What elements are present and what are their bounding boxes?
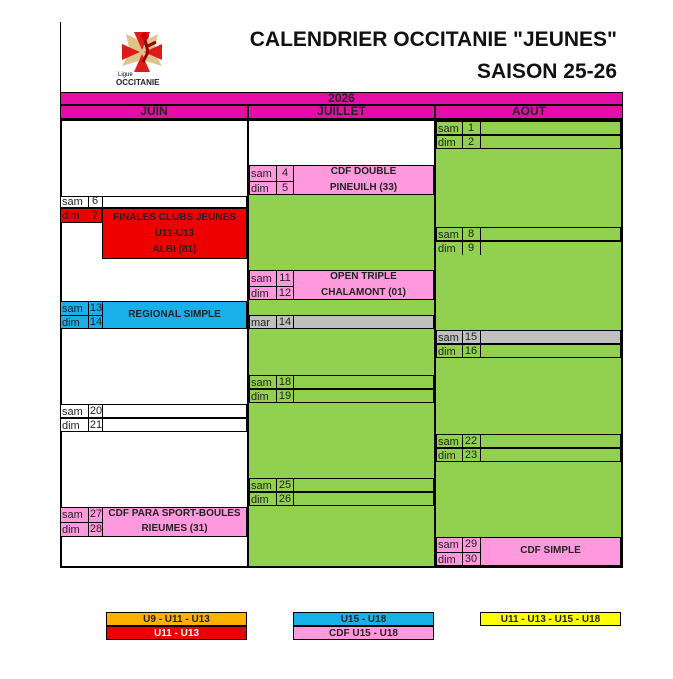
sep: [88, 196, 89, 208]
event-finales-clubs-jeunes[interactable]: [102, 208, 247, 259]
juillet-dim19-day: dim: [251, 391, 269, 403]
sep: [293, 478, 294, 506]
juin-sam13-day: sam: [62, 303, 83, 315]
juillet-sam11-day: sam: [251, 273, 272, 285]
cdf-para-line2: RIEUMES (31): [141, 523, 208, 534]
aout-sam1-day: sam: [438, 123, 459, 135]
aout-sam29-day: sam: [438, 539, 459, 551]
sep: [462, 227, 463, 255]
juillet-dim26-num: 26: [278, 493, 292, 505]
aout-dim23-num: 23: [464, 449, 478, 461]
legend-blue: U15 - U18: [293, 612, 434, 626]
aout-sam8-num: 8: [467, 228, 475, 240]
sep: [102, 196, 103, 208]
sep: [276, 165, 277, 195]
season-title: SAISON 25-26: [476, 60, 617, 83]
cdf-double-line1: CDF DOUBLE: [330, 166, 397, 177]
juillet-dim12-day: dim: [251, 288, 269, 300]
month-aout: AOUT: [435, 105, 623, 119]
juin-dim7-day: dim: [62, 210, 80, 222]
sep: [276, 375, 277, 403]
sep: [480, 121, 481, 149]
juin-sam20-day: sam: [62, 406, 83, 418]
page-title: CALENDRIER OCCITANIE "JEUNES": [249, 28, 617, 51]
left-rule: [60, 22, 61, 92]
sep: [276, 478, 277, 506]
aout-sam29-num: 29: [464, 538, 478, 550]
juillet-sam11-num: 11: [279, 272, 291, 284]
legend-yellow: U11 - U13 - U15 - U18: [480, 612, 621, 626]
juin-sam6-day: sam: [62, 196, 83, 208]
sep: [293, 375, 294, 403]
sep: [276, 270, 277, 300]
logo: [112, 28, 172, 88]
aout-sam1-num: 1: [467, 122, 475, 134]
aout-dim2-day: dim: [438, 137, 456, 149]
aout-dim2-num: 2: [467, 136, 475, 148]
aout-sam22-num: 22: [464, 435, 478, 447]
logo-text: OCCITANIE: [116, 78, 160, 87]
aout-dim9-num: 9: [467, 242, 475, 254]
juillet-mar14-day: mar: [251, 317, 270, 329]
sep: [480, 227, 481, 255]
sep: [276, 315, 277, 329]
juin-sam6-num: 6: [91, 195, 99, 207]
juin-dim21-num: 21: [89, 419, 103, 431]
juillet-dim19-num: 19: [278, 390, 292, 402]
legend-orange: U9 - U11 - U13: [106, 612, 247, 626]
juillet-sam4-num: 4: [281, 167, 289, 179]
sep: [293, 315, 294, 329]
boules-player-logo-icon: [112, 28, 172, 78]
juillet-sam25-num: 25: [278, 479, 292, 491]
regional-label: REGIONAL SIMPLE: [128, 309, 221, 320]
aout-sam15-num: 15: [464, 331, 478, 343]
juin-dim28-day: dim: [62, 524, 80, 536]
month-juin: JUIN: [60, 105, 248, 119]
juin-dim28-num: 28: [89, 523, 103, 535]
sep: [462, 330, 463, 358]
juillet-mar14-num: 14: [278, 316, 292, 328]
cdf-simple-label: CDF SIMPLE: [520, 545, 581, 556]
juin-sam27-num: 27: [89, 508, 103, 520]
juin-dim21-day: dim: [62, 420, 80, 432]
juin-sam27-day: sam: [62, 509, 83, 521]
open-triple-line1: OPEN TRIPLE: [330, 271, 397, 282]
juin-dim14-day: dim: [62, 317, 80, 329]
juin-dim14-num: 14: [89, 316, 103, 328]
year-header: 2026: [60, 92, 623, 105]
sep: [462, 537, 463, 566]
logo-small-text: Ligue: [118, 72, 133, 78]
aout-dim9-day: dim: [438, 243, 456, 255]
legend-pink: CDF U15 - U18: [293, 626, 434, 640]
juillet-dim12-num: 12: [278, 287, 292, 299]
juillet-sam4-day: sam: [251, 168, 272, 180]
column-juin: [60, 119, 249, 568]
open-triple-line2: CHALAMONT (01): [321, 287, 406, 298]
sep: [462, 434, 463, 462]
aout-dim30-num: 30: [464, 553, 478, 565]
month-juillet: JUILLET: [248, 105, 435, 119]
legend-red: U11 - U13: [106, 626, 247, 640]
finales-line1: FINALES CLUBS JEUNES: [113, 212, 236, 223]
juillet-dim5-day: dim: [251, 183, 269, 195]
juin-sam20-num: 20: [89, 405, 103, 417]
aout-sam15-day: sam: [438, 332, 459, 344]
aout-sam8-day: sam: [438, 229, 459, 241]
aout-dim16-num: 16: [464, 345, 478, 357]
juillet-sam18-day: sam: [251, 377, 272, 389]
juillet-dim5-num: 5: [281, 182, 289, 194]
juin-sam13-num: 13: [89, 302, 103, 314]
aout-dim16-day: dim: [438, 346, 456, 358]
cdf-double-line2: PINEUILH (33): [329, 182, 398, 193]
finales-line2: U11-U13: [154, 228, 195, 239]
aout-sam22-day: sam: [438, 436, 459, 448]
sep: [480, 434, 481, 462]
aout-dim30-day: dim: [438, 554, 456, 566]
finales-line3: ALBI (81): [152, 244, 197, 255]
juillet-sam25-day: sam: [251, 480, 272, 492]
aout-dim23-day: dim: [438, 450, 456, 462]
juin-dim7-num: 7: [91, 210, 99, 222]
sep: [480, 330, 481, 358]
cdf-para-line1: CDF PARA SPORT-BOULES: [108, 508, 241, 519]
juillet-blank-top: [249, 121, 434, 165]
juillet-sam18-num: 18: [278, 376, 292, 388]
juillet-dim26-day: dim: [251, 494, 269, 506]
sep: [462, 121, 463, 149]
